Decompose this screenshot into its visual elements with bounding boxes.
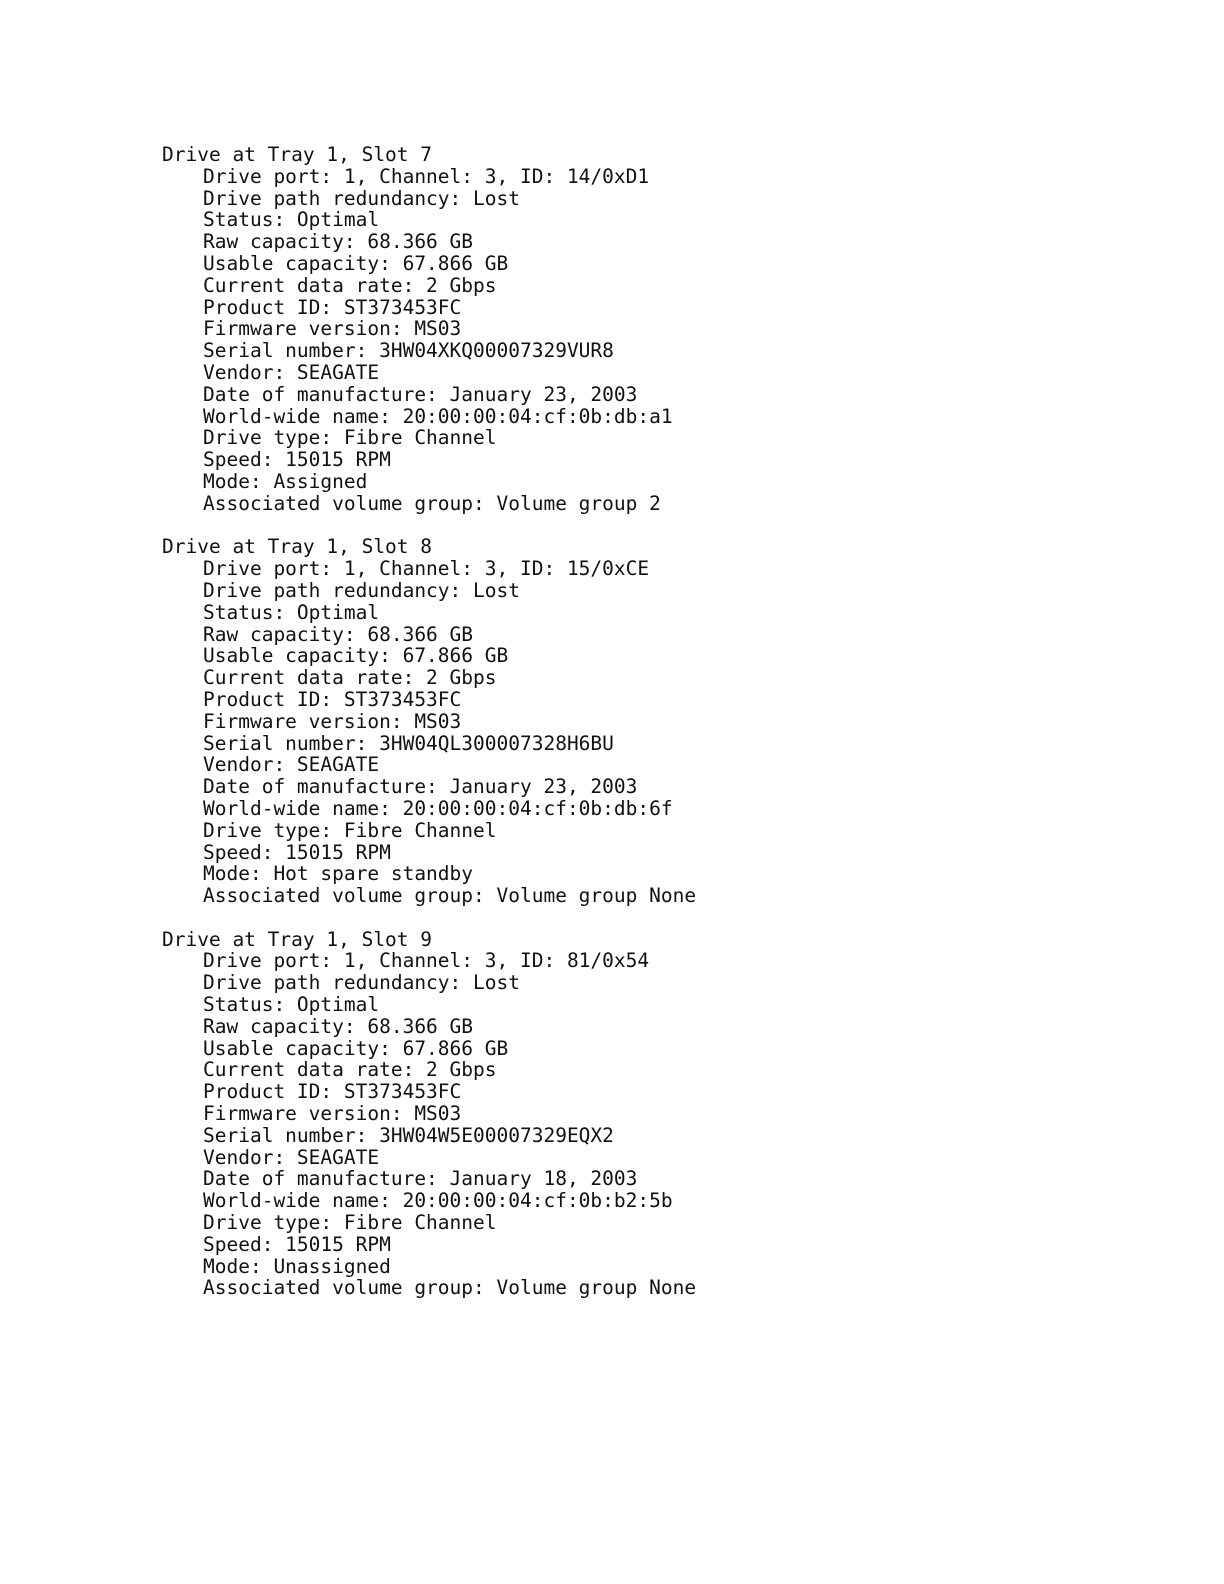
drive-property: Date of manufacture: January 23, 2003 <box>203 775 638 799</box>
drive-property: Date of manufacture: January 18, 2003 <box>203 1167 638 1191</box>
drive-property: Drive type: Fibre Channel <box>203 426 497 450</box>
drive-property: Drive type: Fibre Channel <box>203 1211 497 1235</box>
drive-property: Drive path redundancy: Lost <box>203 971 520 995</box>
drive-property: Status: Optimal <box>203 600 380 624</box>
drive-property: Serial number: 3HW04QL300007328H6BU <box>203 731 614 755</box>
drive-section <box>162 144 1162 515</box>
drive-property: Drive type: Fibre Channel <box>203 818 497 842</box>
drive-property: Firmware version: MS03 <box>203 1102 462 1126</box>
drive-property: World-wide name: 20:00:00:04:cf:0b:db:6f <box>203 796 673 820</box>
drive-property: Product ID: ST373453FC <box>203 295 462 319</box>
drive-property: Associated volume group: Volume group 2 <box>203 491 661 515</box>
drive-property: Vendor: SEAGATE <box>203 753 380 777</box>
drive-section <box>162 929 1162 1300</box>
drive-list <box>162 144 1162 1299</box>
drive-property: Usable capacity: 67.866 GB <box>203 251 509 275</box>
drive-section <box>162 536 1162 907</box>
drive-property: Drive port: 1, Channel: 3, ID: 14/0xD1 <box>203 164 650 188</box>
drive-property: Current data rate: 2 Gbps <box>203 273 497 297</box>
drive-properties <box>162 950 1162 1299</box>
drive-property: Firmware version: MS03 <box>203 709 462 733</box>
drive-properties <box>162 166 1162 515</box>
drive-property: Serial number: 3HW04XKQ00007329VUR8 <box>203 339 614 363</box>
drive-property: Status: Optimal <box>203 208 380 232</box>
drive-property: Serial number: 3HW04W5E00007329EQX2 <box>203 1123 614 1147</box>
drive-header: Drive at Tray 1, Slot 9 <box>162 927 433 951</box>
drive-property: Associated volume group: Volume group None <box>203 1276 697 1300</box>
drive-property: Current data rate: 2 Gbps <box>203 666 497 690</box>
drive-property: Vendor: SEAGATE <box>203 360 380 384</box>
drive-property: World-wide name: 20:00:00:04:cf:0b:b2:5b <box>203 1189 673 1213</box>
drive-header: Drive at Tray 1, Slot 8 <box>162 535 433 559</box>
drive-property: Speed: 15015 RPM <box>203 448 391 472</box>
drive-property: Usable capacity: 67.866 GB <box>203 1036 509 1060</box>
drive-property: Product ID: ST373453FC <box>203 687 462 711</box>
drive-property: Associated volume group: Volume group None <box>203 884 697 908</box>
drive-property: Status: Optimal <box>203 993 380 1017</box>
drive-property: Drive port: 1, Channel: 3, ID: 81/0x54 <box>203 949 650 973</box>
drive-property: Drive path redundancy: Lost <box>203 186 520 210</box>
drive-property: Product ID: ST373453FC <box>203 1080 462 1104</box>
drive-property: Mode: Unassigned <box>203 1254 391 1278</box>
drive-property: Speed: 15015 RPM <box>203 1232 391 1256</box>
drive-property: Firmware version: MS03 <box>203 317 462 341</box>
drive-header: Drive at Tray 1, Slot 7 <box>162 143 433 166</box>
drive-property: Mode: Hot spare standby <box>203 862 474 886</box>
drive-property: Date of manufacture: January 23, 2003 <box>203 382 638 406</box>
drive-property: Mode: Assigned <box>203 469 368 493</box>
drive-property: Raw capacity: 68.366 GB <box>203 622 474 646</box>
drive-property: Vendor: SEAGATE <box>203 1145 380 1169</box>
drive-report <box>162 144 1162 1321</box>
drive-property: Current data rate: 2 Gbps <box>203 1058 497 1082</box>
drive-property: Raw capacity: 68.366 GB <box>203 230 474 254</box>
drive-property: Raw capacity: 68.366 GB <box>203 1014 474 1038</box>
drive-properties <box>162 558 1162 907</box>
drive-property: Usable capacity: 67.866 GB <box>203 644 509 668</box>
drive-property: Speed: 15015 RPM <box>203 840 391 864</box>
drive-property: Drive port: 1, Channel: 3, ID: 15/0xCE <box>203 557 650 581</box>
drive-property: World-wide name: 20:00:00:04:cf:0b:db:a1 <box>203 404 673 428</box>
drive-property: Drive path redundancy: Lost <box>203 578 520 602</box>
